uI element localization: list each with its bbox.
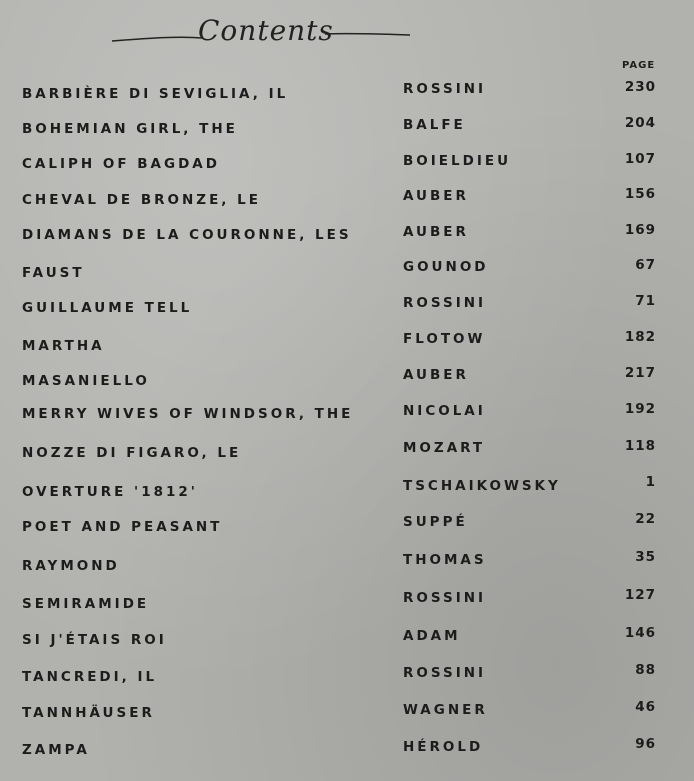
entry-page-number: 118	[624, 438, 656, 454]
entry-title: DIAMANS DE LA COURONNE, LES	[22, 227, 352, 243]
entry-title: NOZZE DI FIGARO, LE	[22, 445, 242, 461]
entry-page-number: 88	[635, 662, 656, 678]
entry-title: SEMIRAMIDE	[22, 596, 150, 612]
entry-composer: ROSSINI	[403, 665, 487, 681]
entry-composer: ROSSINI	[403, 81, 487, 97]
entry-composer: ROSSINI	[403, 295, 487, 311]
entry-page-number: 1	[645, 474, 656, 490]
entry-composer: BALFE	[403, 117, 466, 133]
entry-title: SI J'ÉTAIS ROI	[22, 632, 167, 648]
entry-page-number: 35	[635, 549, 656, 565]
entry-composer: WAGNER	[403, 702, 488, 718]
entry-title: BARBIÈRE DI SEVIGLIA, IL	[22, 86, 289, 102]
entry-title: MARTHA	[22, 338, 105, 354]
entry-composer: MOZART	[403, 440, 486, 456]
entry-title: GUILLAUME TELL	[22, 300, 193, 316]
entry-composer: FLOTOW	[403, 331, 486, 347]
entry-title: ZAMPA	[22, 742, 90, 758]
entry-page-number: 22	[635, 511, 656, 527]
entry-page-number: 182	[624, 329, 656, 345]
entry-composer: AUBER	[403, 224, 469, 240]
entry-title: TANCREDI, IL	[22, 669, 158, 685]
entry-page-number: 230	[624, 79, 656, 95]
entry-title: CALIPH OF BAGDAD	[22, 156, 220, 172]
entry-page-number: 146	[624, 625, 656, 641]
entry-page-number: 46	[635, 699, 656, 715]
entry-composer: BOIELDIEU	[403, 153, 512, 169]
entry-title: FAUST	[22, 265, 85, 281]
entry-composer: NICOLAI	[403, 403, 486, 419]
entry-page-number: 192	[624, 401, 656, 417]
entry-composer: AUBER	[403, 188, 469, 204]
entry-composer: AUBER	[403, 367, 469, 383]
entry-composer: THOMAS	[403, 552, 487, 568]
entry-page-number: 96	[635, 736, 656, 752]
entry-page-number: 67	[635, 257, 656, 273]
entry-composer: ADAM	[403, 628, 461, 644]
page-column-label: PAGE	[622, 60, 656, 71]
entry-page-number: 217	[624, 365, 656, 381]
entry-composer: ROSSINI	[403, 590, 487, 606]
entry-page-number: 71	[635, 293, 656, 309]
entry-title: POET AND PEASANT	[22, 519, 223, 535]
entry-page-number: 204	[624, 115, 656, 131]
entry-title: OVERTURE '1812'	[22, 484, 198, 500]
entry-title: RAYMOND	[22, 558, 120, 574]
entry-composer: GOUNOD	[403, 259, 489, 275]
entry-title: MASANIELLO	[22, 373, 150, 389]
entry-title: CHEVAL DE BRONZE, LE	[22, 192, 261, 208]
entry-page-number: 156	[624, 186, 656, 202]
entry-composer: SUPPÉ	[403, 514, 468, 530]
entry-title: BOHEMIAN GIRL, THE	[22, 121, 238, 137]
page-title: Contents	[198, 14, 334, 47]
entry-title: MERRY WIVES OF WINDSOR, THE	[22, 406, 354, 422]
entry-title: TANNHÄUSER	[22, 705, 155, 721]
entry-composer: HÉROLD	[403, 739, 484, 755]
entry-page-number: 169	[624, 222, 656, 238]
entry-page-number: 107	[624, 151, 656, 167]
entry-composer: TSCHAIKOWSKY	[403, 478, 561, 494]
entry-page-number: 127	[624, 587, 656, 603]
